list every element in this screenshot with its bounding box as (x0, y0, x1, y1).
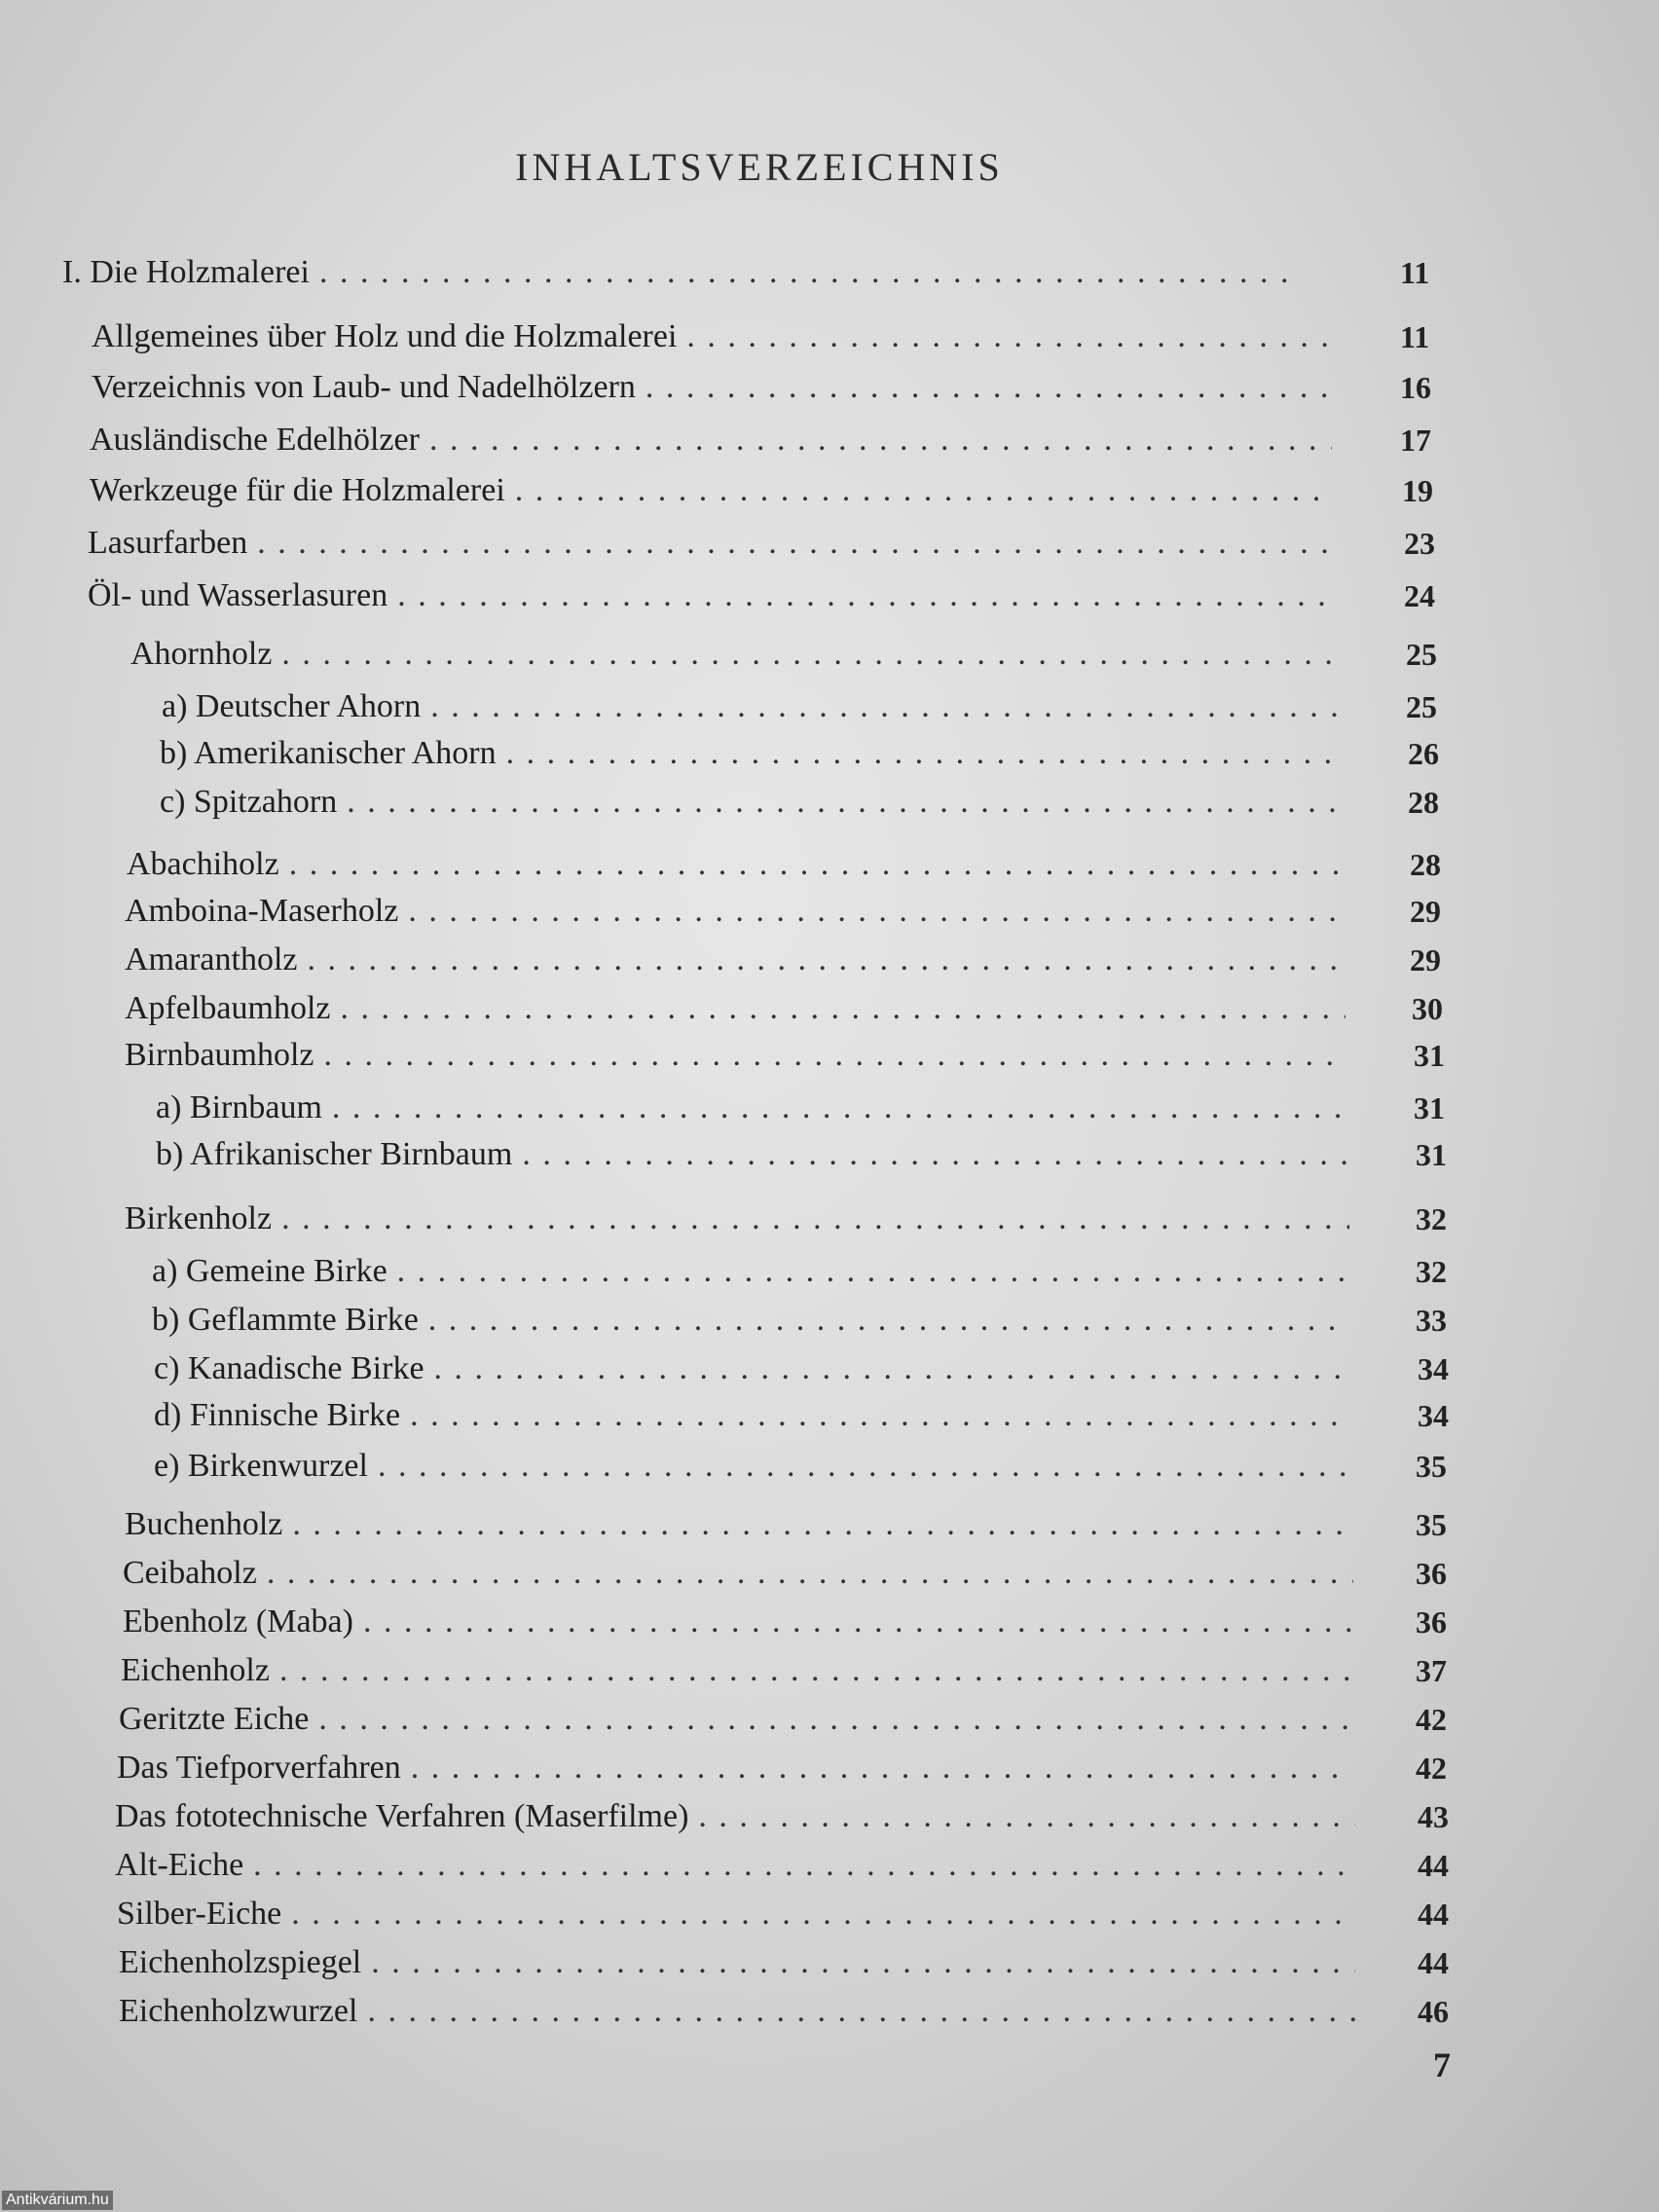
toc-entry-label: b) Afrikanischer Birnbaum (156, 1136, 513, 1172)
toc-page-number: 43 (1418, 1799, 1449, 1834)
toc-leader (428, 1299, 1349, 1342)
toc-entry-label: Eichenholzspiegel (119, 1944, 362, 1980)
toc-entry-label: Allgemeines über Holz und die Holzmalerei (92, 318, 678, 354)
toc-page-number: 26 (1408, 736, 1439, 771)
toc-page-number: 37 (1416, 1653, 1447, 1688)
toc-entry-label: a) Birnbaum (156, 1089, 322, 1125)
toc-leader (371, 1941, 1355, 1984)
toc-entry (119, 1941, 1449, 1984)
toc-entry (88, 522, 1435, 565)
toc-entry-label: Alt-Eiche (115, 1847, 244, 1883)
toc-leader (279, 1649, 1353, 1692)
toc-page-number: 34 (1418, 1351, 1449, 1386)
toc-entry-label: Ausländische Edelhölzer (90, 422, 420, 458)
toc-entry (92, 366, 1431, 409)
toc-leader (506, 732, 1340, 775)
toc-entry-label: Birkenholz (125, 1200, 273, 1236)
toc-leader (281, 1198, 1349, 1240)
toc-entry-label: Amarantholz (125, 941, 298, 977)
toc-page-number: 35 (1416, 1449, 1447, 1484)
toc-page-number: 23 (1404, 526, 1435, 561)
toc-leader (291, 1893, 1355, 1936)
toc-page-number: 44 (1418, 1848, 1449, 1883)
toc-page-number: 44 (1418, 1945, 1449, 1980)
toc-entry (162, 685, 1437, 728)
toc-entry (92, 315, 1430, 358)
toc-page-number: 42 (1416, 1751, 1447, 1786)
toc-page-number: 11 (1400, 255, 1430, 290)
toc-entry-label: b) Geflammte Birke (152, 1302, 419, 1338)
toc-page-number: 24 (1404, 578, 1435, 613)
toc-page-number: 33 (1416, 1303, 1447, 1338)
toc-leader (257, 522, 1334, 565)
toc-page-number: 36 (1416, 1604, 1447, 1640)
toc-page-number: 32 (1416, 1254, 1447, 1289)
toc-leader (397, 1250, 1349, 1293)
toc-leader (332, 1087, 1347, 1129)
toc-entry (125, 1034, 1445, 1077)
toc-entry-label: Abachiholz (127, 846, 279, 882)
toc-entry (117, 1747, 1447, 1789)
toc-page-number: 29 (1410, 942, 1441, 977)
toc-entry (152, 1299, 1447, 1342)
toc-leader (363, 1601, 1353, 1643)
toc-entry-label: Apfelbaumholz (125, 990, 331, 1026)
toc-page-number: 19 (1402, 473, 1433, 508)
toc-page-number: 25 (1406, 637, 1437, 672)
toc-page-number: 36 (1416, 1556, 1447, 1591)
toc-entry (156, 1133, 1447, 1176)
toc-leader (292, 1503, 1353, 1546)
toc-page-number: 44 (1418, 1897, 1449, 1932)
toc-leader (429, 419, 1332, 461)
toc-entry-label: Das Tiefporverfahren (117, 1750, 401, 1786)
toc-entry-label: Silber-Eiche (117, 1896, 282, 1932)
toc-entry (88, 574, 1435, 617)
toc-entry-label: I. Die Holzmalerei (62, 254, 310, 290)
toc-leader (522, 1133, 1349, 1176)
toc-entry (62, 251, 1430, 294)
toc-page-number: 17 (1400, 423, 1431, 458)
toc-leader (698, 1795, 1355, 1838)
toc-page-number: 31 (1414, 1038, 1445, 1073)
toc-page-number: 46 (1418, 1994, 1449, 2029)
toc-leader (411, 1747, 1353, 1789)
toc-entry-label: Birnbaumholz (125, 1037, 314, 1073)
toc-leader (515, 469, 1334, 512)
toc-leader (367, 1990, 1355, 2033)
toc-entry (125, 1198, 1447, 1240)
toc-entry (125, 987, 1443, 1030)
toc-page-number: 35 (1416, 1507, 1447, 1542)
toc-entry-label: c) Kanadische Birke (154, 1350, 424, 1386)
toc-entry-label: Das fototechnische Verfahren (Maserfilme) (115, 1798, 689, 1834)
toc-entry (119, 1698, 1447, 1741)
toc-leader (408, 890, 1344, 933)
toc-leader (324, 1034, 1347, 1077)
toc-entry (125, 1503, 1447, 1546)
toc-entry (90, 419, 1431, 461)
toc-page-number: 28 (1408, 785, 1439, 820)
toc-entry (127, 843, 1441, 886)
toc-entry-label: c) Spitzahorn (160, 784, 338, 820)
toc-page-number: 30 (1412, 991, 1443, 1026)
toc-entry-label: Lasurfarben (88, 525, 248, 561)
toc-entry-label: d) Finnische Birke (154, 1397, 401, 1433)
toc-leader (318, 1698, 1353, 1741)
toc-entry-label: Ceibaholz (123, 1555, 257, 1591)
toc-entry (152, 1250, 1447, 1293)
page-number: 7 (1433, 2046, 1451, 2084)
watermark: Antikvárium.hu (2, 2191, 113, 2210)
toc-leader (281, 633, 1338, 676)
toc-leader (267, 1552, 1353, 1595)
toc-page-number: 32 (1416, 1201, 1447, 1236)
toc-entry (125, 939, 1441, 981)
toc-leader (434, 1347, 1351, 1390)
toc-entry (115, 1844, 1449, 1887)
toc-entry-label: Eichenholzwurzel (119, 1993, 358, 2029)
toc-entry-label: Buchenholz (125, 1506, 283, 1542)
toc-entry-label: Verzeichnis von Laub- und Nadelhölzern (92, 369, 636, 405)
toc-leader (410, 1394, 1351, 1437)
toc-entry (154, 1445, 1447, 1488)
toc-page-number: 28 (1410, 847, 1441, 882)
toc-page-number: 34 (1418, 1398, 1449, 1433)
toc-leader (645, 366, 1332, 409)
toc-entry (130, 633, 1437, 676)
toc-page-number: 42 (1416, 1702, 1447, 1737)
toc-entry-label: a) Deutscher Ahorn (162, 688, 422, 724)
toc-page-number: 25 (1406, 689, 1437, 724)
toc-entry-label: Amboina-Maserholz (125, 893, 399, 929)
toc-entry-label: Geritzte Eiche (119, 1701, 310, 1737)
toc-entry-label: Öl- und Wasserlasuren (88, 577, 388, 613)
toc-entry (123, 1601, 1447, 1643)
page-title: INHALTSVERZEICHNIS (515, 145, 1004, 189)
toc-leader (289, 843, 1342, 886)
toc-entry-label: Ebenholz (Maba) (123, 1604, 353, 1640)
toc-leader (308, 939, 1345, 981)
toc-leader (341, 987, 1346, 1030)
toc-entry-label: Ahornholz (130, 636, 273, 672)
toc-leader (378, 1445, 1353, 1488)
toc-leader (253, 1844, 1355, 1887)
toc-entry (154, 1347, 1449, 1390)
toc-entry (160, 781, 1439, 824)
toc-entry (156, 1087, 1445, 1129)
toc-entry (154, 1394, 1449, 1437)
toc-entry (125, 890, 1441, 933)
toc-page-number: 11 (1400, 319, 1430, 354)
toc-page-number: 31 (1416, 1137, 1447, 1172)
toc-entry (117, 1893, 1449, 1936)
toc-leader (319, 251, 1299, 294)
toc-entry (123, 1552, 1447, 1595)
toc-entry (121, 1649, 1447, 1692)
toc-entry (160, 732, 1439, 775)
toc-leader (397, 574, 1336, 617)
toc-entry (115, 1795, 1449, 1838)
toc-leader (347, 781, 1340, 824)
toc-entry-label: b) Amerikanischer Ahorn (160, 735, 497, 771)
toc-entry-label: a) Gemeine Birke (152, 1253, 387, 1289)
toc-leader (430, 685, 1338, 728)
toc-entry (90, 469, 1433, 512)
toc-leader (686, 315, 1332, 358)
toc-entry-label: Werkzeuge für die Holzmalerei (90, 472, 505, 508)
toc-entry (119, 1990, 1449, 2033)
toc-entry-label: e) Birkenwurzel (154, 1448, 368, 1484)
toc-page-number: 31 (1414, 1090, 1445, 1125)
toc-page-number: 29 (1410, 894, 1441, 929)
toc-entry-label: Eichenholz (121, 1652, 270, 1688)
toc-page-number: 16 (1400, 370, 1431, 405)
